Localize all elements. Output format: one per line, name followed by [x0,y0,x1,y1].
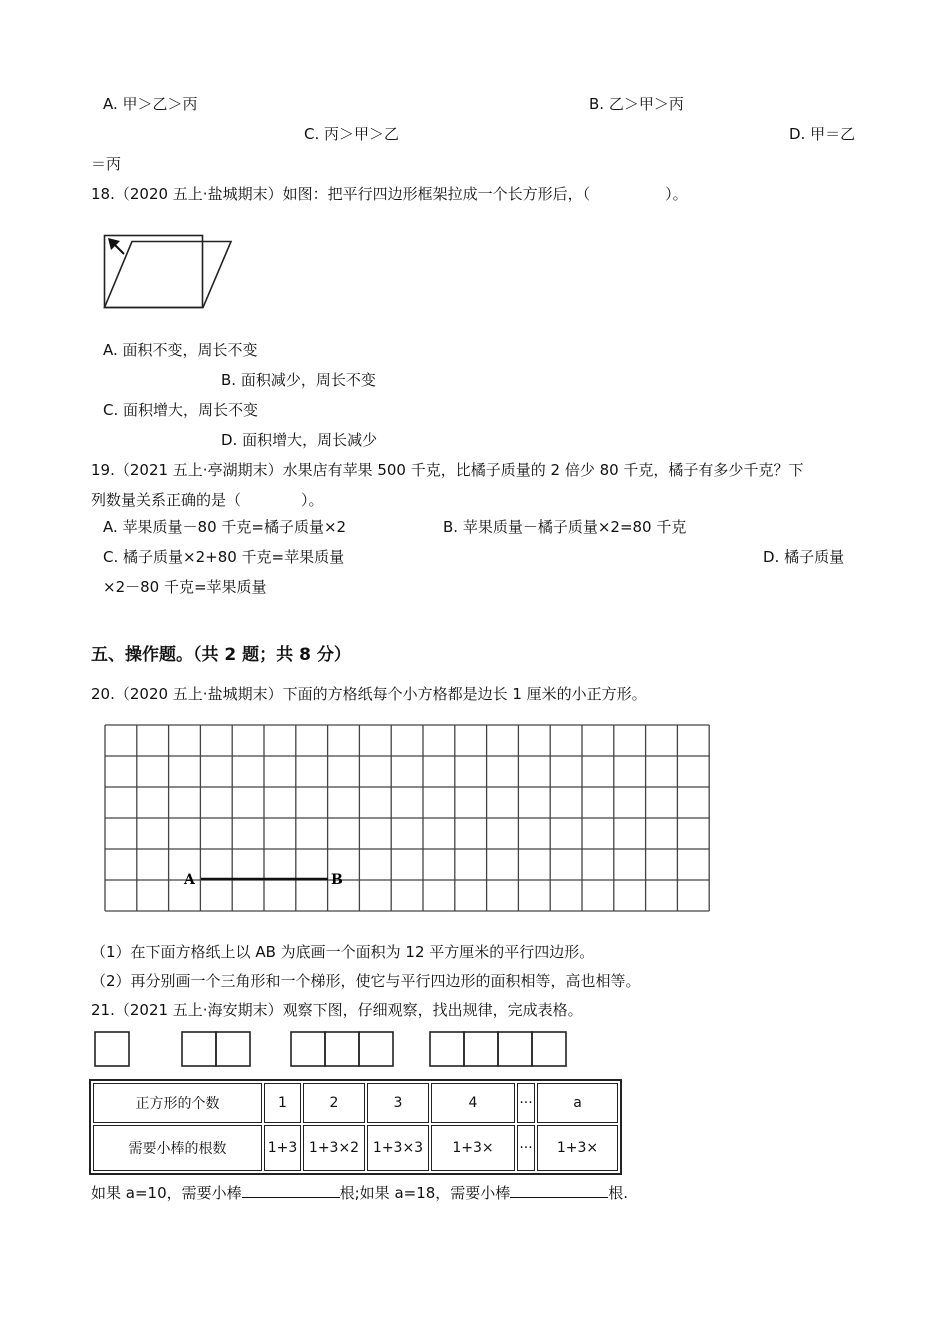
q20-part-2: （2）再分别画一个三角形和一个梯形，使它与平行四边形的面积相等，高也相等。 [91,972,641,990]
cell-sticks-a[interactable]: 1+3× [537,1125,618,1171]
cell-count-ellipsis: ··· [517,1083,535,1123]
parallelogram-frame [105,242,232,308]
cell-sticks-4[interactable]: 1+3× [431,1125,515,1171]
q19-option-c: C. 橘子质量×2+80 千克=苹果质量 [103,548,345,566]
q18-option-b: B. 面积减少，周长不变 [221,371,376,389]
answer-blank-a18[interactable] [510,1183,608,1198]
q21-fill-text-1: 如果 a=10，需要小棒 [91,1184,242,1202]
cell-count-a: a [537,1083,618,1123]
pattern-2-square-1 [182,1032,216,1066]
pattern-3-square-1 [291,1032,325,1066]
matchstick-squares-figure [90,1028,570,1070]
q17-option-b: B. 乙＞甲＞丙 [589,95,684,113]
q17-option-c: C. 丙＞甲＞乙 [304,125,400,143]
q18-option-c: C. 面积增大，周长不变 [103,401,259,419]
q18-option-d: D. 面积增大，周长减少 [221,431,378,449]
cell-count-1: 1 [264,1083,301,1123]
q20-stem: 20.（2020 五上·盐城期末）下面的方格纸每个小方格都是边长 1 厘米的小正方形。 [91,685,647,703]
pattern-1-square [95,1032,129,1066]
cell-count-3: 3 [367,1083,429,1123]
q17-option-a: A. 甲＞乙＞丙 [103,95,198,113]
q21-fill-text-2: 根;如果 a=18，需要小棒 [339,1184,511,1202]
cell-sticks-2: 1+3×2 [303,1125,365,1171]
q19-stem-line1: 19.（2021 五上·亭湖期末）水果店有苹果 500 千克，比橘子质量的 2 倍少 80 千克，橘子有多少千克？下 [91,461,804,479]
q17-option-d-continued: ＝丙 [91,155,122,173]
point-b-label: B [331,872,343,888]
q19-option-a: A. 苹果质量－80 千克=橘子质量×2 [103,518,347,536]
q19-stem-line2: 列数量关系正确的是（ ）。 [91,491,324,509]
pattern-2-square-2 [216,1032,250,1066]
cell-sticks-1: 1+3 [264,1125,301,1171]
q19-option-b: B. 苹果质量－橘子质量×2=80 千克 [443,518,687,536]
cell-sticks-3: 1+3×3 [367,1125,429,1171]
row-header-stick-count: 需要小棒的根数 [93,1125,262,1171]
grid-lines [105,725,709,911]
q17-option-d: D. 甲＝乙 [789,125,856,143]
q20-part-1: （1）在下面方格纸上以 AB 为底画一个面积为 12 平方厘米的平行四边形。 [91,943,595,961]
q21-stem: 21.（2021 五上·海安期末）观察下图，仔细观察，找出规律，完成表格。 [91,1001,583,1019]
row-header-square-count: 正方形的个数 [93,1083,262,1123]
section-5-heading: 五、操作题。（共 2 题；共 8 分） [91,645,351,665]
table-row-square-count [93,1083,618,1123]
pattern-4-square-1 [430,1032,464,1066]
pattern-4-square-4 [532,1032,566,1066]
pattern-table [89,1079,622,1175]
q18-option-a: A. 面积不变，周长不变 [103,341,258,359]
q21-fill-text-3: 根. [608,1184,629,1202]
q19-option-d: D. 橘子质量 [763,548,845,566]
cell-count-4: 4 [431,1083,515,1123]
cell-sticks-ellipsis: ··· [517,1125,535,1171]
pattern-4-square-3 [498,1032,532,1066]
square-grid-paper[interactable] [100,720,712,916]
pattern-3-square-3 [359,1032,393,1066]
q19-option-d-continued: ×2－80 千克=苹果质量 [103,578,267,596]
cell-count-2: 2 [303,1083,365,1123]
answer-blank-a10[interactable] [242,1183,340,1198]
q21-fill-line [91,1183,628,1203]
point-a-label: A [184,872,195,888]
pattern-3-square-2 [325,1032,359,1066]
q18-stem: 18.（2020 五上·盐城期末）如图：把平行四边形框架拉成一个长方形后，（ ）。 [91,185,688,203]
pattern-4-square-2 [464,1032,498,1066]
parallelogram-to-rectangle-figure [100,230,236,312]
table-row-stick-count [93,1125,618,1171]
